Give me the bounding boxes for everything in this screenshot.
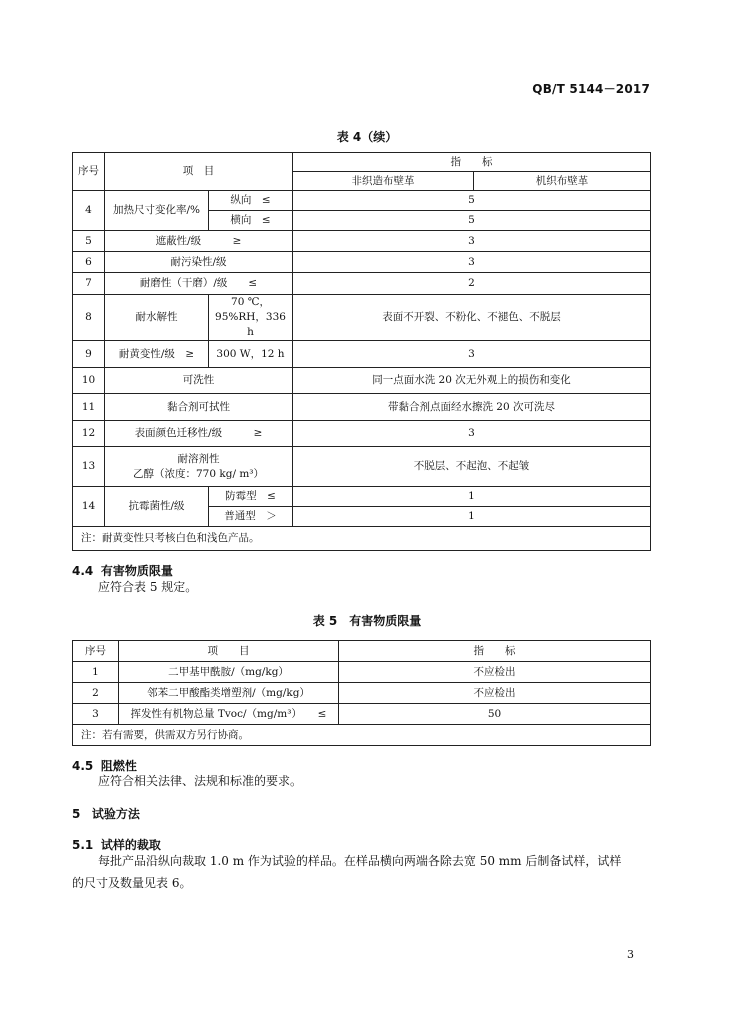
header-index: 指 标 <box>293 153 651 172</box>
section-5-1-body-line2: 的尺寸及数量见表 6。 <box>72 876 192 890</box>
row13-item-b: 乙醇（浓度：770 kg/ m³） <box>132 467 264 480</box>
table4-note: 注：耐黄变性只考核白色和浅色产品。 <box>73 527 651 551</box>
header-no: 序号 <box>73 153 105 191</box>
section-5-1-body-line1: 每批产品沿纵向裁取 1.0 m 作为试验的样品。在样品横向两端各除去宽 50 mm 后制备试样，试样 <box>98 854 622 868</box>
table-4 <box>72 152 651 551</box>
row11-item: 黏合剂可拭性 <box>105 394 293 421</box>
row4-v1: 5 <box>293 191 651 211</box>
t5-header-item: 项 目 <box>119 641 339 662</box>
row11-v: 带黏合剂点面经水擦洗 20 次可洗尽 <box>293 394 651 421</box>
t5-header-index: 指 标 <box>339 641 651 662</box>
row12-no: 12 <box>73 421 105 447</box>
section-5-1-number: 5.1 <box>72 838 94 852</box>
section-5-number: 5 <box>72 807 81 821</box>
page-number: 3 <box>627 948 634 961</box>
t5-row3-v: 50 <box>339 704 651 725</box>
t5-header-no: 序号 <box>73 641 119 662</box>
row7-no: 7 <box>73 273 105 295</box>
row14-sub2: 普通型 ＞ <box>209 507 293 527</box>
row9-item: 耐黄变性/级 ≥ <box>105 341 209 368</box>
row13-item <box>105 447 293 487</box>
header-woven: 机织布壁革 <box>474 172 651 191</box>
row7-v: 2 <box>293 273 651 295</box>
row11-no: 11 <box>73 394 105 421</box>
row6-no: 6 <box>73 252 105 273</box>
row10-no: 10 <box>73 368 105 394</box>
row14-item: 抗霉菌性/级 <box>105 487 209 527</box>
row14-v1: 1 <box>293 487 651 507</box>
row4-sub1: 纵向 ≤ <box>209 191 293 211</box>
t5-row3-no: 3 <box>73 704 119 725</box>
row14-sub1: 防霉型 ≤ <box>209 487 293 507</box>
section-4-4-number: 4.4 <box>72 564 94 578</box>
row5-no: 5 <box>73 231 105 252</box>
row7-item: 耐磨性（干磨）/级 ≤ <box>105 273 293 295</box>
section-4-5-number: 4.5 <box>72 759 94 773</box>
row12-item: 表面颜色迁移性/级 ≥ <box>105 421 293 447</box>
row4-no: 4 <box>73 191 105 231</box>
row4-v2: 5 <box>293 211 651 231</box>
header-item: 项 目 <box>105 153 293 191</box>
row10-v: 同一点面水洗 20 次无外观上的损伤和变化 <box>293 368 651 394</box>
row8-cond: 70 ℃，95%RH，336 h <box>209 295 293 341</box>
t5-row2-v: 不应检出 <box>339 683 651 704</box>
row5-item: 遮蔽性/级 ≥ <box>105 231 293 252</box>
row8-v: 表面不开裂、不粉化、不褪色、不脱层 <box>293 295 651 341</box>
section-4-5-body: 应符合相关法律、法规和标准的要求。 <box>98 774 303 788</box>
table5-note: 注：若有需要，供需双方另行协商。 <box>73 725 651 746</box>
table5-caption: 表 5 有害物质限量 <box>312 614 422 628</box>
row6-item: 耐污染性/级 <box>105 252 293 273</box>
section-4-4-body: 应符合表 5 规定。 <box>98 580 198 594</box>
row4-sub2: 横向 ≤ <box>209 211 293 231</box>
t5-row3-item: 挥发性有机物总量 Tvoc/（mg/m³） ≤ <box>119 704 339 725</box>
row14-no: 14 <box>73 487 105 527</box>
row13-item-a: 耐溶剂性 <box>177 452 220 465</box>
section-5-heading <box>72 805 140 822</box>
t5-row1-v: 不应检出 <box>339 662 651 683</box>
row5-v: 3 <box>293 231 651 252</box>
t5-row2-no: 2 <box>73 683 119 704</box>
table4-caption: 表 4（续） <box>336 130 398 144</box>
row9-v: 3 <box>293 341 651 368</box>
row13-v: 不脱层、不起泡、不起皱 <box>293 447 651 487</box>
row14-v2: 1 <box>293 507 651 527</box>
row8-item: 耐水解性 <box>105 295 209 341</box>
row13-no: 13 <box>73 447 105 487</box>
t5-row1-item: 二甲基甲酰胺/（mg/kg） <box>119 662 339 683</box>
row9-no: 9 <box>73 341 105 368</box>
section-4-4-title: 有害物质限量 <box>100 564 173 578</box>
table-5 <box>72 640 651 746</box>
row12-v: 3 <box>293 421 651 447</box>
row8-no: 8 <box>73 295 105 341</box>
t5-row2-item: 邻苯二甲酸酯类增塑剂/（mg/kg） <box>119 683 339 704</box>
row4-item: 加热尺寸变化率/% <box>105 191 209 231</box>
section-4-5-title: 阻燃性 <box>100 759 137 773</box>
row10-item: 可洗性 <box>105 368 293 394</box>
section-5-title: 试验方法 <box>91 807 140 821</box>
t5-row1-no: 1 <box>73 662 119 683</box>
section-5-1-title: 试样的裁取 <box>100 838 161 852</box>
document-id: QB/T 5144－2017 <box>532 82 650 96</box>
row6-v: 3 <box>293 252 651 273</box>
header-nonwoven: 非织造布壁革 <box>293 172 474 191</box>
row9-cond: 300 W，12 h <box>209 341 293 368</box>
